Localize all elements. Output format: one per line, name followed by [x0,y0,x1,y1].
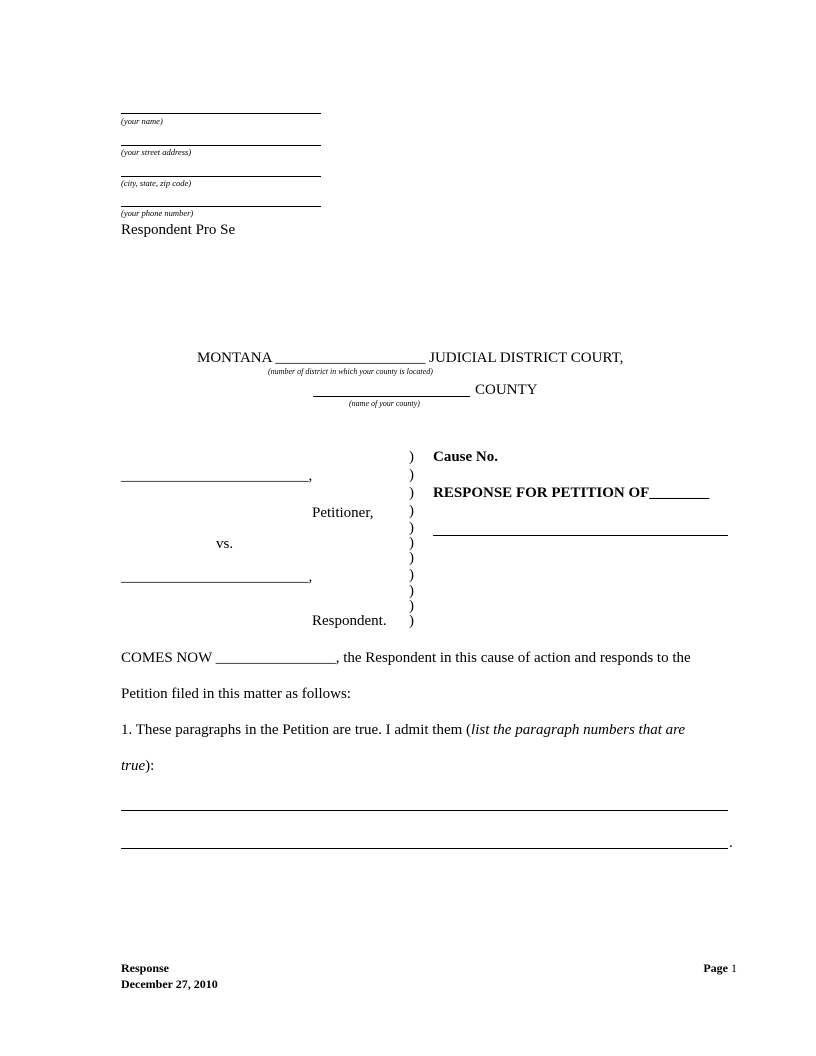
item-1-instruction: list the paragraph numbers that are [471,722,686,738]
comes-now-line-1: COMES NOW ________________, the Respondent in this cause of action and responds to the [121,650,691,666]
caption-paren: ) [409,485,414,501]
county-name-line[interactable] [313,396,470,397]
court-line [197,349,623,367]
caption-paren: ) [409,535,414,551]
page-label: Page [703,961,728,975]
county-label: COUNTY [475,382,538,398]
respondent-label: Respondent. [312,613,387,629]
district-number-blank[interactable]: ____________________ [275,350,426,366]
response-title: RESPONSE FOR PETITION OF________ [433,485,710,501]
respondent-name-blank[interactable]: _________________________, [121,569,313,585]
caption-paren: ) [409,550,414,566]
caption-paren: ) [409,598,414,614]
footer-page [703,961,737,976]
caption-paren: ) [409,520,414,536]
court-name: JUDICIAL DISTRICT COURT, [429,350,624,366]
caption-paren: ) [409,583,414,599]
petitioner-name-blank[interactable]: _________________________, [121,468,313,484]
district-hint: (number of district in which your county is located) [268,367,433,376]
name-line[interactable] [121,113,321,114]
caption-paren: ) [409,467,414,483]
footer-doc-title: Response [121,961,170,975]
state-name: MONTANA [197,350,272,366]
cause-number-label: Cause No. [433,449,499,465]
line-end-period: . [729,835,733,851]
item-1-line-1 [121,721,685,739]
item-1-prefix: 1. These paragraphs in the Petition are true. I admit them ( [121,722,472,738]
city-state-zip-hint: (city, state, zip code) [121,178,192,188]
street-address-hint: (your street address) [121,147,192,157]
item-1-suffix: ): [145,758,155,774]
vs-label: vs. [216,536,234,552]
caption-paren: ) [409,613,414,629]
petition-title-line[interactable] [433,535,728,536]
footer-date: December 27, 2010 [121,977,218,991]
admitted-paragraphs-line-1[interactable] [121,810,728,811]
admitted-paragraphs-line-2[interactable] [121,848,728,849]
caption-paren: ) [409,449,414,465]
caption-paren: ) [409,503,414,519]
name-hint: (your name) [121,116,163,126]
petitioner-label: Petitioner, [312,505,374,521]
comes-now-line-2: Petition filed in this matter as follows: [121,686,351,702]
phone-number-line[interactable] [121,206,321,207]
phone-number-hint: (your phone number) [121,208,194,218]
caption-paren: ) [409,567,414,583]
street-address-line[interactable] [121,145,321,146]
item-1-instruction-end: true [121,758,146,774]
item-1-line-2 [121,757,154,775]
page-number: 1 [731,961,737,975]
county-hint: (name of your county) [349,399,420,408]
city-state-zip-line[interactable] [121,176,321,177]
respondent-pro-se-label: Respondent Pro Se [121,222,236,238]
